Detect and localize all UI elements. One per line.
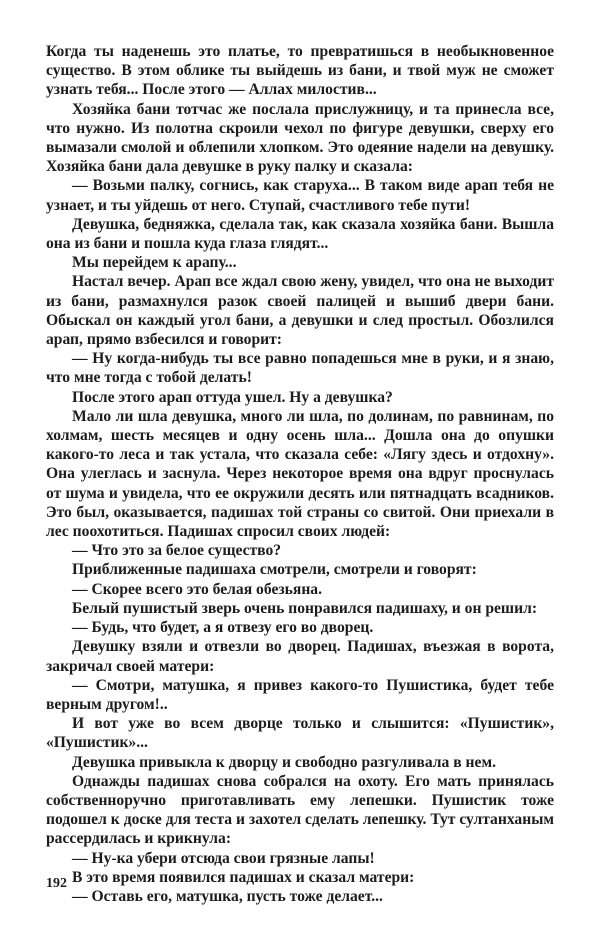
paragraph: Настал вечер. Арап все ждал свою жену, увидел, что она не выходит из бани, размахнулся разок своей палицей и вышиб двери бани. Обыскал он каждый угол бани, а девушки и след простыл. Обозлился арап, прямо взбесился и говорит: bbox=[46, 273, 554, 349]
paragraph: Девушку взяли и отвезли во дворец. Падишах, въезжая в ворота, закричал своей матери: bbox=[46, 638, 554, 675]
paragraph: Однажды падишах снова собрался на охоту. Его мать принялась собственноручно приготавливать ему лепешки. Пушистик тоже подошел к доске для теста и захотел сделать лепешку. Тут султанханым рассердилась и крикнула: bbox=[46, 772, 554, 848]
paragraph: Когда ты наденешь это платье, то превратишься в необыкновенное существо. В этом облике ты выйдешь из бани, и твой муж не сможет узнать тебя... После этого — Аллах милостив... bbox=[46, 43, 554, 99]
page-number: 192 bbox=[46, 876, 67, 891]
paragraph: — Оставь его, матушка, пусть тоже делает... bbox=[72, 887, 383, 905]
paragraph: — Возьми палку, согнись, как старуха... В таком виде арап тебя не узнает, и ты уйдешь от него. Ступай, счастливого тебе пути! bbox=[46, 177, 554, 214]
paragraph: — Ну когда-нибудь ты все равно попадешься мне в руки, и я знаю, что мне тогда с тобой делать! bbox=[46, 350, 554, 387]
paragraph: Мы перейдем к арапу... bbox=[72, 254, 237, 272]
paragraph: После этого арап оттуда ушел. Ну а девушка? bbox=[72, 388, 393, 406]
paragraph: Белый пушистый зверь очень понравился падишаху, и он решил: bbox=[72, 599, 538, 617]
page-text bbox=[46, 42, 554, 906]
paragraph: — Ну-ка убери отсюда свои грязные лапы! bbox=[72, 849, 375, 867]
paragraph: Приближенные падишаха смотрели, смотрели и говорят: bbox=[72, 561, 477, 579]
paragraph: Мало ли шла девушка, много ли шла, по долинам, по равнинам, по холмам, шесть месяцев и одну осень шла... Дошла она до опушки какого-то леса и так устала, что сказала себе: «Лягу здесь и отдохну». Она улеглась и заснула. Через некоторое время она вдруг проснулась от шума и увидела, что ее окружили десять или пятнадцать всадников. Это был, оказывается, падишах той страны со свитой. Они приехали в лес поохотиться. Падишах спросил своих людей: bbox=[46, 407, 554, 541]
paragraph: Хозяйка бани тотчас же послала прислужницу, и та принесла все, что нужно. Из полотна скроили чехол по фигуре девушки, сверху его вымазали смолой и облепили хлопком. Это одеяние надели на девушку. Хозяйка бани дала девушке в руку палку и сказала: bbox=[46, 100, 554, 176]
paragraph: В это время появился падишах и сказал матери: bbox=[72, 868, 415, 886]
paragraph: И вот уже во всем дворце только и слышится: «Пушистик», «Пушистик»... bbox=[46, 715, 554, 752]
paragraph: — Скорее всего это белая обезьяна. bbox=[72, 580, 322, 598]
paragraph: Девушка, бедняжка, сделала так, как сказала хозяйка бани. Вышла она из бани и пошла куда глаза глядят... bbox=[46, 215, 554, 253]
paragraph: — Смотри, матушка, я привез какого-то Пушистика, будет тебе верным другом!.. bbox=[46, 676, 554, 713]
paragraph: — Что это за белое существо? bbox=[72, 542, 282, 560]
paragraph: — Будь, что будет, а я отвезу его во дворец. bbox=[72, 619, 374, 637]
paragraph: Девушка привыкла к дворцу и свободно разгуливала в нем. bbox=[72, 753, 496, 771]
